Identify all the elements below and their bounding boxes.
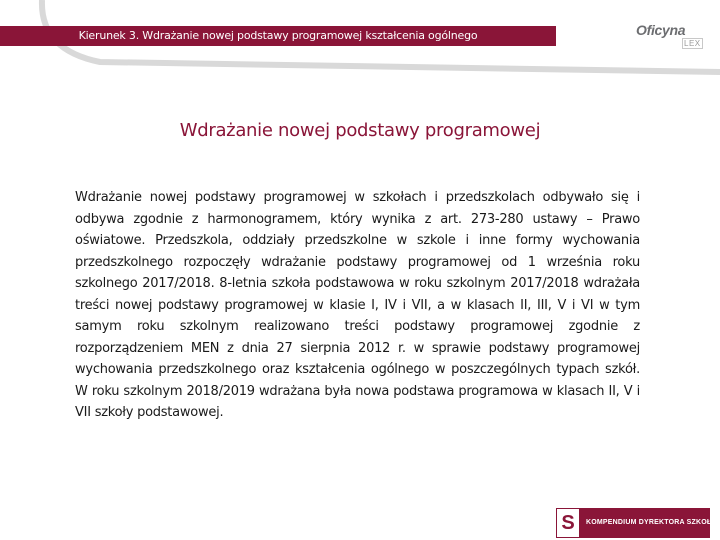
footer-badge-letter: S <box>556 508 580 538</box>
logo-name: Oficyna <box>636 22 686 38</box>
header-title: Kierunek 3. Wdrażanie nowej podstawy programowej kształcenia ogólnego <box>78 29 478 42</box>
oficyna-lex-logo <box>636 22 704 52</box>
logo-sub: LEX <box>684 39 701 48</box>
body-paragraph: Wdrażanie nowej podstawy programowej w szkołach i przedszkolach odbywało się i odbywa zgodnie z harmonogramem, który wynika z art. 273-280 ustawy – Prawo oświatowe. Przedszkola, oddziały przedszkolne w szkole i inne formy wychowania przedszkolnego rozpoczęły wdrażanie podstawy programowej od 1 września roku szkolnego 2017/2018. 8-letnia szkoła podstawowa w roku szkolnym 2017/2018 wdrażała treści nowej podstawy programowej w klasie I, IV i VII, a w klasach II, III, V i VI w tym samym roku szkolnym realizowano treści podstawy programowej zgodnie z rozporządzeniem MEN z dnia 27 sierpnia 2012 r. w sprawie podstawy programowej wychowania przedszkolnego oraz kształcenia ogólnego w poszczególnych typach szkół. W roku szkolnym 2018/2019 wdrażana była nowa podstawa programowa w klasach II, V i VII szkoły podstawowej. <box>75 190 640 420</box>
page-title: Wdrażanie nowej podstawy programowej <box>179 120 541 141</box>
footer-badge-label: KOMPENDIUM DYREKTORA SZKOŁY <box>586 519 717 526</box>
